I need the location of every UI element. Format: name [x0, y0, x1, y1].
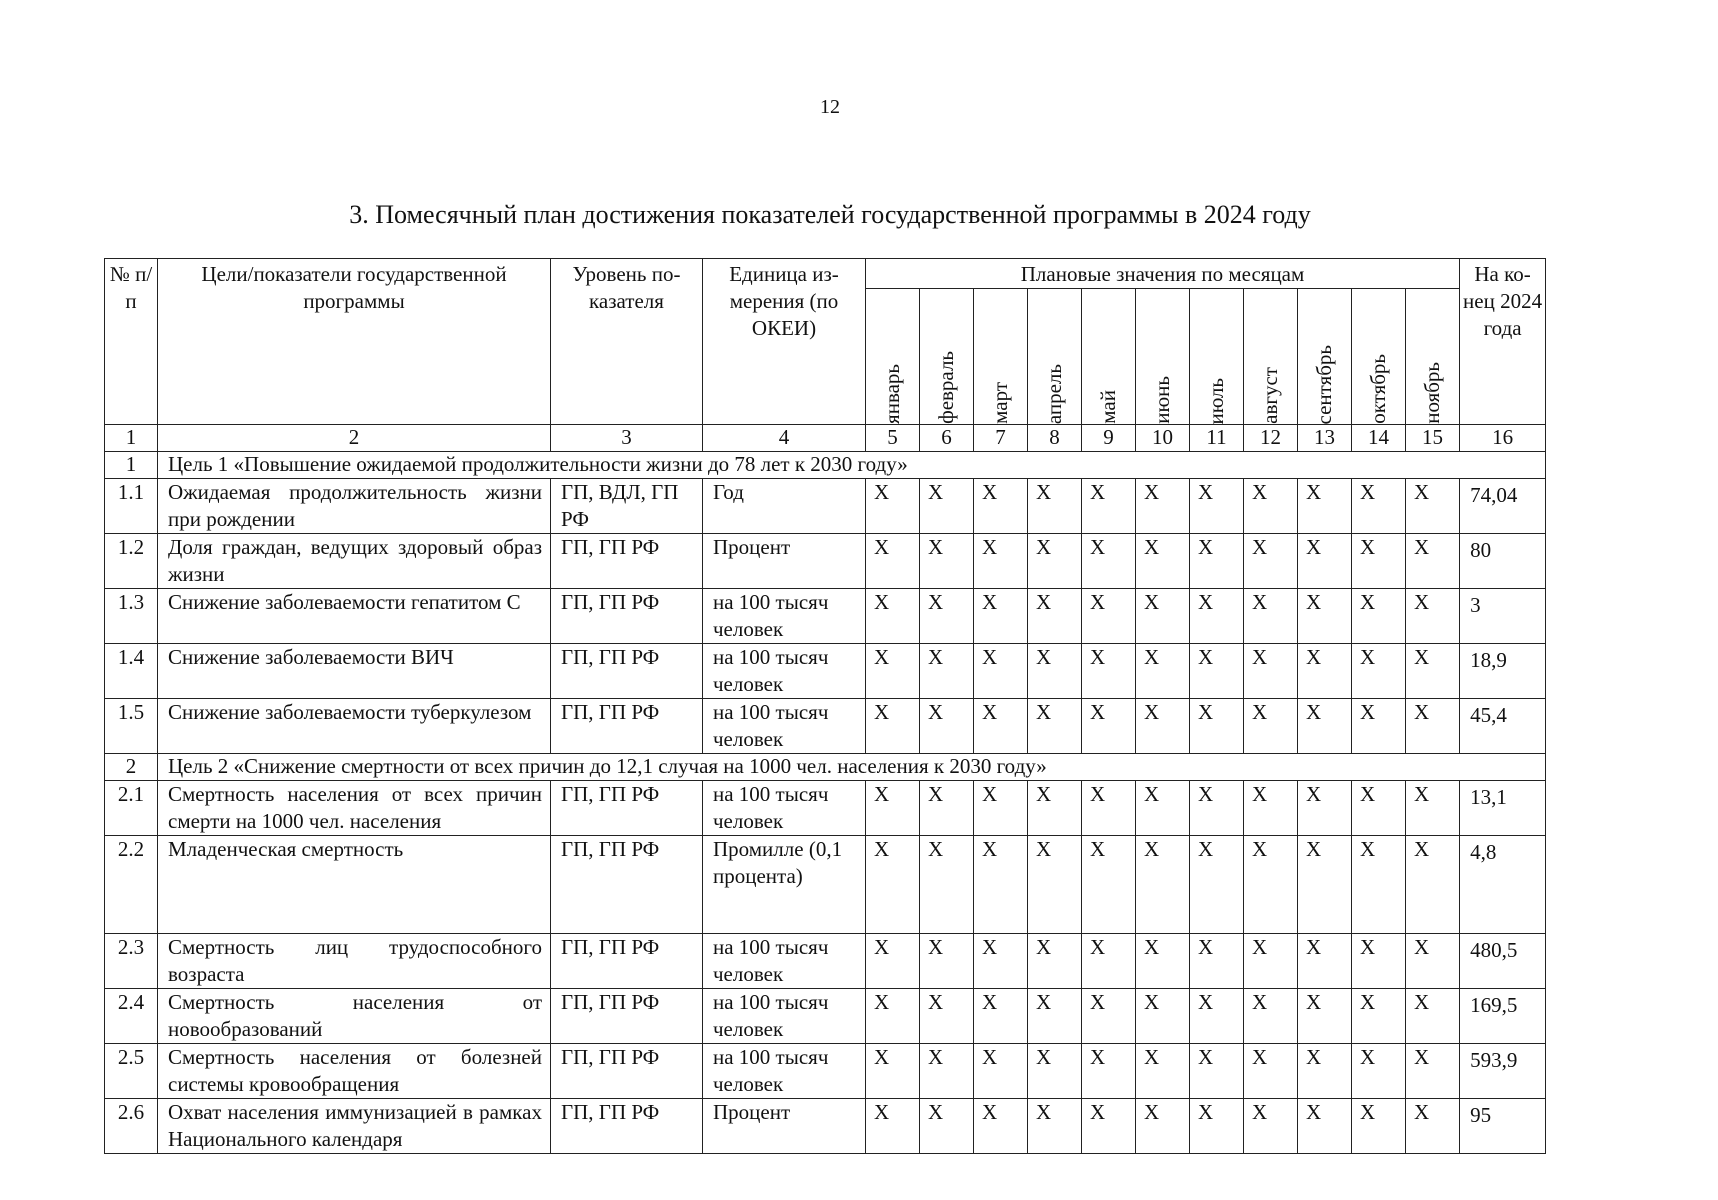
month-value: X [1082, 934, 1136, 989]
end-of-year-value: 480,5 [1460, 934, 1546, 989]
month-value: X [1406, 699, 1460, 754]
month-value: X [866, 989, 920, 1044]
month-value: X [1136, 1044, 1190, 1099]
month-value: X [974, 836, 1028, 934]
table-body [105, 452, 1546, 1154]
month-header [920, 289, 974, 425]
end-of-year-value: 45,4 [1460, 699, 1546, 754]
month-value: X [1352, 1099, 1406, 1154]
column-number-row [105, 425, 1546, 452]
month-value: X [1190, 1099, 1244, 1154]
month-value: X [1190, 644, 1244, 699]
table-row [105, 534, 1546, 589]
month-value: X [1190, 1044, 1244, 1099]
month-value: X [1082, 836, 1136, 934]
month-value: X [1082, 699, 1136, 754]
month-value: X [1352, 836, 1406, 934]
column-number: 10 [1136, 425, 1190, 452]
month-value: X [974, 479, 1028, 534]
end-of-year-value: 95 [1460, 1099, 1546, 1154]
month-value: X [1028, 534, 1082, 589]
month-label: март [988, 382, 1012, 424]
row-number: 2.5 [105, 1044, 158, 1099]
column-number: 12 [1244, 425, 1298, 452]
row-number: 1.3 [105, 589, 158, 644]
column-number: 15 [1406, 425, 1460, 452]
month-value: X [974, 1044, 1028, 1099]
column-number: 8 [1028, 425, 1082, 452]
month-value: X [1352, 699, 1406, 754]
month-value: X [1406, 989, 1460, 1044]
month-value: X [920, 1044, 974, 1099]
month-value: X [1190, 836, 1244, 934]
table-row [105, 589, 1546, 644]
month-value: X [974, 934, 1028, 989]
month-value: X [866, 836, 920, 934]
month-value: X [1244, 589, 1298, 644]
month-header [1190, 289, 1244, 425]
month-value: X [1406, 589, 1460, 644]
indicator-unit: Промилле (0,1 процента) [703, 836, 866, 934]
indicator-level: ГП, ГП РФ [551, 1099, 703, 1154]
month-value: X [1298, 836, 1352, 934]
month-value: X [1190, 781, 1244, 836]
header-end: На ко-нец 2024 года [1460, 259, 1546, 425]
month-value: X [1082, 534, 1136, 589]
month-value: X [1244, 534, 1298, 589]
goal-row [105, 452, 1546, 479]
month-header [1082, 289, 1136, 425]
month-value: X [1244, 934, 1298, 989]
month-value: X [1298, 589, 1352, 644]
month-value: X [1244, 479, 1298, 534]
row-number: 1.4 [105, 644, 158, 699]
indicator-level: ГП, ВДЛ, ГП РФ [551, 479, 703, 534]
page-number: 12 [820, 96, 840, 118]
indicator-level: ГП, ГП РФ [551, 781, 703, 836]
column-number: 11 [1190, 425, 1244, 452]
table-row [105, 989, 1546, 1044]
indicator-level: ГП, ГП РФ [551, 934, 703, 989]
month-value: X [1352, 989, 1406, 1044]
indicator-name: Младенческая смертность [158, 836, 551, 934]
month-value: X [1082, 781, 1136, 836]
end-of-year-value: 3 [1460, 589, 1546, 644]
indicator-name: Доля граждан, ведущих здоровый образ жизни [158, 534, 551, 589]
indicator-name: Снижение заболеваемости ВИЧ [158, 644, 551, 699]
month-value: X [1190, 989, 1244, 1044]
table-row [105, 836, 1546, 934]
month-value: X [920, 534, 974, 589]
month-value: X [1136, 479, 1190, 534]
month-label: февраль [934, 351, 958, 424]
month-header [1298, 289, 1352, 425]
month-value: X [1028, 589, 1082, 644]
month-value: X [1028, 479, 1082, 534]
month-value: X [1298, 699, 1352, 754]
month-value: X [1298, 644, 1352, 699]
month-value: X [1352, 589, 1406, 644]
month-value: X [1082, 644, 1136, 699]
goal-number: 1 [105, 452, 158, 479]
indicator-unit: на 100 тысяч человек [703, 699, 866, 754]
column-number: 13 [1298, 425, 1352, 452]
indicator-name: Охват населения иммунизацией в рамках Национального календаря [158, 1099, 551, 1154]
month-value: X [1406, 934, 1460, 989]
end-of-year-value: 74,04 [1460, 479, 1546, 534]
month-label: август [1258, 367, 1282, 424]
column-number: 16 [1460, 425, 1546, 452]
month-value: X [1190, 589, 1244, 644]
indicator-unit: на 100 тысяч человек [703, 644, 866, 699]
month-value: X [1406, 836, 1460, 934]
row-number: 2.4 [105, 989, 158, 1044]
header-num: № п/п [105, 259, 158, 425]
month-value: X [1028, 781, 1082, 836]
table-row [105, 1099, 1546, 1154]
column-number: 7 [974, 425, 1028, 452]
month-value: X [866, 589, 920, 644]
column-number: 4 [703, 425, 866, 452]
goal-text: Цель 1 «Повышение ожидаемой продолжительности жизни до 78 лет к 2030 году» [158, 452, 1546, 479]
end-of-year-value: 80 [1460, 534, 1546, 589]
column-number: 3 [551, 425, 703, 452]
month-value: X [1136, 1099, 1190, 1154]
end-of-year-value: 169,5 [1460, 989, 1546, 1044]
header-row [105, 259, 1546, 289]
month-value: X [920, 989, 974, 1044]
indicator-unit: Год [703, 479, 866, 534]
month-value: X [1244, 699, 1298, 754]
month-value: X [974, 644, 1028, 699]
goal-number: 2 [105, 754, 158, 781]
month-label: январь [880, 364, 904, 424]
goal-text: Цель 2 «Снижение смертности от всех причин до 12,1 случая на 1000 чел. населения к 2030 году» [158, 754, 1546, 781]
month-value: X [920, 1099, 974, 1154]
table-row [105, 934, 1546, 989]
header-unit: Единица из-мерения (по ОКЕИ) [703, 259, 866, 425]
month-value: X [1082, 1044, 1136, 1099]
end-of-year-value: 593,9 [1460, 1044, 1546, 1099]
row-number: 2.1 [105, 781, 158, 836]
month-value: X [920, 479, 974, 534]
month-value: X [1028, 699, 1082, 754]
indicator-level: ГП, ГП РФ [551, 699, 703, 754]
month-value: X [1352, 644, 1406, 699]
indicator-level: ГП, ГП РФ [551, 644, 703, 699]
month-value: X [1298, 781, 1352, 836]
row-number: 1.1 [105, 479, 158, 534]
month-value: X [920, 781, 974, 836]
month-value: X [1136, 534, 1190, 589]
indicator-level: ГП, ГП РФ [551, 989, 703, 1044]
month-value: X [1244, 644, 1298, 699]
month-value: X [1244, 836, 1298, 934]
month-value: X [1190, 934, 1244, 989]
month-value: X [1352, 534, 1406, 589]
indicator-name: Смертность лиц трудоспособного возраста [158, 934, 551, 989]
month-value: X [920, 699, 974, 754]
month-value: X [1190, 534, 1244, 589]
month-value: X [1406, 1044, 1460, 1099]
month-value: X [1244, 1044, 1298, 1099]
table-row [105, 644, 1546, 699]
month-value: X [1244, 989, 1298, 1044]
month-value: X [866, 699, 920, 754]
month-value: X [974, 781, 1028, 836]
month-value: X [1028, 644, 1082, 699]
month-value: X [1082, 479, 1136, 534]
month-value: X [1082, 1099, 1136, 1154]
month-value: X [974, 534, 1028, 589]
month-header [1406, 289, 1460, 425]
row-number: 2.2 [105, 836, 158, 934]
column-number: 14 [1352, 425, 1406, 452]
month-value: X [1298, 1099, 1352, 1154]
table-row [105, 479, 1546, 534]
month-value: X [866, 644, 920, 699]
indicator-name: Снижение заболеваемости гепатитом С [158, 589, 551, 644]
month-value: X [866, 1044, 920, 1099]
indicator-unit: на 100 тысяч человек [703, 934, 866, 989]
row-number: 1.5 [105, 699, 158, 754]
page-title: 3. Помесячный план достижения показателей государственной программы в 2024 году [349, 200, 1311, 229]
month-value: X [1298, 534, 1352, 589]
column-number: 9 [1082, 425, 1136, 452]
month-value: X [866, 1099, 920, 1154]
month-header [1136, 289, 1190, 425]
row-number: 2.3 [105, 934, 158, 989]
column-number: 2 [158, 425, 551, 452]
indicator-name: Смертность населения от всех причин смерти на 1000 чел. населения [158, 781, 551, 836]
month-value: X [920, 836, 974, 934]
month-value: X [1082, 989, 1136, 1044]
indicator-name: Снижение заболеваемости туберкулезом [158, 699, 551, 754]
month-value: X [1298, 479, 1352, 534]
indicator-level: ГП, ГП РФ [551, 589, 703, 644]
indicator-unit: на 100 тысяч человек [703, 781, 866, 836]
month-value: X [1244, 781, 1298, 836]
month-value: X [920, 934, 974, 989]
goal-row [105, 754, 1546, 781]
month-value: X [1406, 781, 1460, 836]
header-level: Уровень по-казателя [551, 259, 703, 425]
month-value: X [1028, 1044, 1082, 1099]
column-number: 1 [105, 425, 158, 452]
month-value: X [1136, 699, 1190, 754]
indicator-name: Смертность населения от болезней системы кровообращения [158, 1044, 551, 1099]
month-header [1028, 289, 1082, 425]
row-number: 1.2 [105, 534, 158, 589]
indicator-level: ГП, ГП РФ [551, 1044, 703, 1099]
month-value: X [920, 644, 974, 699]
table-row [105, 1044, 1546, 1099]
header-name: Цели/показатели государственной программы [158, 259, 551, 425]
month-value: X [1028, 934, 1082, 989]
monthly-plan-table [104, 258, 1546, 1154]
indicator-unit: на 100 тысяч человек [703, 989, 866, 1044]
month-value: X [1136, 836, 1190, 934]
table-row [105, 781, 1546, 836]
month-value: X [1406, 1099, 1460, 1154]
month-value: X [1190, 479, 1244, 534]
month-value: X [1028, 836, 1082, 934]
month-header [866, 289, 920, 425]
month-value: X [1406, 644, 1460, 699]
month-label: ноябрь [1420, 362, 1445, 424]
month-label: июнь [1150, 376, 1174, 424]
month-value: X [920, 589, 974, 644]
month-header [1352, 289, 1406, 425]
column-number: 6 [920, 425, 974, 452]
month-value: X [866, 934, 920, 989]
month-value: X [866, 781, 920, 836]
month-value: X [1028, 989, 1082, 1044]
month-value: X [1298, 989, 1352, 1044]
month-value: X [1298, 1044, 1352, 1099]
month-value: X [1136, 781, 1190, 836]
month-label: сентябрь [1312, 344, 1336, 424]
month-label: октябрь [1366, 354, 1390, 424]
month-label: апрель [1042, 363, 1066, 424]
month-value: X [866, 534, 920, 589]
month-value: X [1298, 934, 1352, 989]
month-value: X [1406, 534, 1460, 589]
row-number: 2.6 [105, 1099, 158, 1154]
month-value: X [974, 989, 1028, 1044]
month-value: X [1136, 989, 1190, 1044]
column-number: 5 [866, 425, 920, 452]
month-label: май [1096, 390, 1120, 424]
month-value: X [974, 589, 1028, 644]
month-value: X [1136, 644, 1190, 699]
month-value: X [866, 479, 920, 534]
month-value: X [1136, 589, 1190, 644]
indicator-unit: Процент [703, 1099, 866, 1154]
indicator-name: Ожидаемая продолжительность жизни при рождении [158, 479, 551, 534]
month-value: X [1190, 699, 1244, 754]
month-value: X [1028, 1099, 1082, 1154]
month-value: X [1406, 479, 1460, 534]
month-header [974, 289, 1028, 425]
header-planned: Плановые значения по месяцам [866, 259, 1460, 289]
end-of-year-value: 4,8 [1460, 836, 1546, 934]
indicator-level: ГП, ГП РФ [551, 534, 703, 589]
month-value: X [1352, 479, 1406, 534]
indicator-unit: Процент [703, 534, 866, 589]
end-of-year-value: 13,1 [1460, 781, 1546, 836]
month-value: X [1136, 934, 1190, 989]
end-of-year-value: 18,9 [1460, 644, 1546, 699]
indicator-level: ГП, ГП РФ [551, 836, 703, 934]
indicator-unit: на 100 тысяч человек [703, 589, 866, 644]
month-value: X [1244, 1099, 1298, 1154]
month-value: X [1352, 781, 1406, 836]
month-value: X [974, 1099, 1028, 1154]
table-row [105, 699, 1546, 754]
month-value: X [974, 699, 1028, 754]
month-value: X [1082, 589, 1136, 644]
month-label: июль [1204, 377, 1228, 424]
month-value: X [1352, 1044, 1406, 1099]
indicator-unit: на 100 тысяч человек [703, 1044, 866, 1099]
indicator-name: Смертность населения от новообразований [158, 989, 551, 1044]
month-header [1244, 289, 1298, 425]
month-value: X [1352, 934, 1406, 989]
